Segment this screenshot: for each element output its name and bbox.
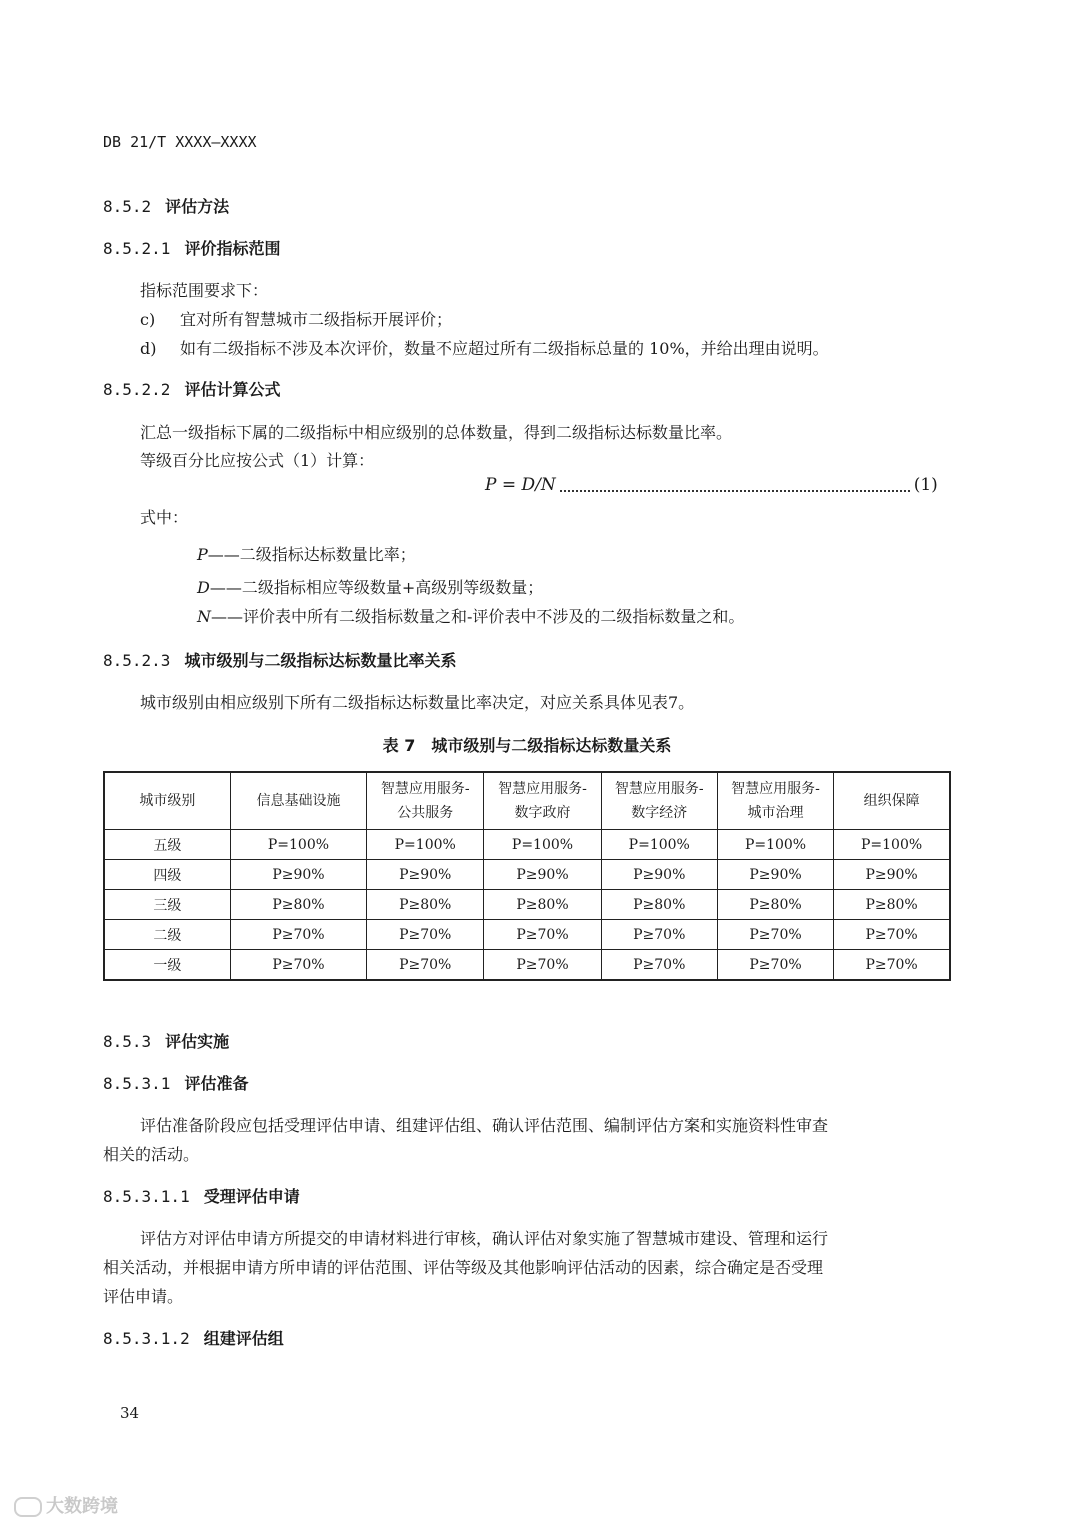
- table-cell: P≥70%: [230, 950, 366, 981]
- variable-definition: [197, 575, 543, 598]
- table-cell: P≥70%: [484, 950, 601, 981]
- column-header: 智慧应用服务- 数字经济: [601, 772, 717, 830]
- list-item: [140, 336, 829, 359]
- table-cell: P=100%: [367, 830, 484, 860]
- section-8-5-3-1-2-heading: [103, 1326, 284, 1349]
- watermark-logo-icon: [14, 1497, 42, 1517]
- table-cell: P≥90%: [601, 860, 717, 890]
- table-7: [103, 771, 951, 981]
- table-row: [104, 950, 950, 981]
- variable-description: ——二级指标相应等级数量+高级别等级数量；: [209, 578, 544, 597]
- column-header: 智慧应用服务- 城市治理: [717, 772, 833, 830]
- section-8-5-2-heading: [103, 194, 229, 217]
- table-cell: P≥90%: [834, 860, 950, 890]
- page-number: 34: [120, 1404, 140, 1422]
- column-header: 信息基础设施: [230, 772, 366, 830]
- watermark-text: 大数跨境: [46, 1496, 118, 1517]
- where-label: 式中：: [140, 508, 189, 527]
- table-cell: P≥80%: [717, 890, 833, 920]
- table-cell: P≥80%: [367, 890, 484, 920]
- section-number: 8.5.3.1.2: [103, 1329, 190, 1348]
- paragraph: 城市级别由相应级别下所有二级指标达标数量比率决定，对应关系具体见表7。: [140, 693, 695, 712]
- table-cell: 一级: [104, 950, 230, 981]
- section-8-5-3-heading: [103, 1029, 229, 1052]
- paragraph-line: 评估申请。: [103, 1287, 184, 1306]
- paragraph: 汇总一级指标下属的二级指标中相应级别的总体数量，得到二级指标达标数量比率。: [140, 423, 733, 442]
- section-title: 评估计算公式: [184, 380, 281, 399]
- table-row: [104, 920, 950, 950]
- section-title: 评估方法: [165, 197, 230, 216]
- table-cell: P≥70%: [717, 950, 833, 981]
- formula-1: [485, 475, 938, 495]
- column-header: 智慧应用服务- 数字政府: [484, 772, 601, 830]
- column-header: 城市级别: [104, 772, 230, 830]
- list-item-text: 宜对所有智慧城市二级指标开展评价；: [180, 310, 453, 329]
- table-cell: P≥90%: [367, 860, 484, 890]
- variable-symbol: N: [197, 607, 211, 626]
- list-marker: d): [140, 339, 157, 358]
- table-cell: P=100%: [601, 830, 717, 860]
- table-row: [104, 830, 950, 860]
- table-header-row: [104, 772, 950, 830]
- table-cell: P≥80%: [230, 890, 366, 920]
- section-number: 8.5.3.1.1: [103, 1187, 190, 1206]
- paragraph-line: 相关的活动。: [103, 1145, 200, 1164]
- section-8-5-3-1-heading: [103, 1071, 248, 1094]
- table-caption: 表 7 城市级别与二级指标达标数量关系: [382, 736, 672, 755]
- section-title: 评估准备: [184, 1074, 249, 1093]
- section-title: 评价指标范围: [184, 239, 281, 258]
- section-number: 8.5.3: [103, 1032, 152, 1051]
- paragraph-line: 相关活动，并根据申请方所申请的评估范围、评估等级及其他影响评估活动的因素，综合确定是否受理: [103, 1258, 824, 1277]
- section-8-5-2-1-heading: [103, 236, 280, 259]
- section-number: 8.5.3.1: [103, 1074, 171, 1093]
- variable-symbol: D: [197, 578, 210, 597]
- section-title: 城市级别与二级指标达标数量比率关系: [184, 651, 457, 670]
- table-cell: P≥70%: [484, 920, 601, 950]
- section-8-5-3-1-1-heading: [103, 1184, 300, 1207]
- paragraph-line: 评估方对评估申请方所提交的申请材料进行审核，确认评估对象实施了智慧城市建设、管理和运行: [140, 1229, 829, 1248]
- variable-description: ——评价表中所有二级指标数量之和-评价表中不涉及的二级指标数量之和。: [211, 607, 745, 626]
- leader-dots: [560, 480, 910, 492]
- table-cell: P≥70%: [230, 920, 366, 950]
- list-marker: c): [140, 310, 156, 329]
- list-item: [140, 307, 452, 330]
- table-cell: P≥80%: [484, 890, 601, 920]
- table-cell: 三级: [104, 890, 230, 920]
- column-header: 智慧应用服务- 公共服务: [367, 772, 484, 830]
- section-number: 8.5.2.1: [103, 239, 171, 258]
- table-cell: P≥70%: [717, 920, 833, 950]
- list-item-text: 如有二级指标不涉及本次评价，数量不应超过所有二级指标总量的 10%，并给出理由说明。: [180, 339, 829, 358]
- table-cell: P≥70%: [367, 920, 484, 950]
- table-cell: P≥70%: [834, 950, 950, 981]
- table-cell: P≥90%: [230, 860, 366, 890]
- section-8-5-2-3-heading: [103, 648, 456, 671]
- paragraph: 等级百分比应按公式（1）计算：: [140, 451, 375, 470]
- table-cell: P=100%: [834, 830, 950, 860]
- section-8-5-2-2-heading: [103, 377, 280, 400]
- table-cell: P≥90%: [717, 860, 833, 890]
- table-cell: P≥70%: [367, 950, 484, 981]
- table-cell: P≥70%: [834, 920, 950, 950]
- table-row: [104, 860, 950, 890]
- variable-description: ——二级指标达标数量比率；: [207, 545, 416, 564]
- section-title: 组建评估组: [203, 1329, 284, 1348]
- formula-expression: P = D/N: [485, 475, 556, 495]
- table-cell: 二级: [104, 920, 230, 950]
- section-number: 8.5.2: [103, 197, 152, 216]
- table-cell: P≥70%: [601, 950, 717, 981]
- variable-symbol: P: [197, 545, 208, 564]
- column-header: 组织保障: [834, 772, 950, 830]
- document-header: DB 21/T XXXX—XXXX: [103, 133, 257, 151]
- table-cell: P≥70%: [601, 920, 717, 950]
- table-cell: P≥90%: [484, 860, 601, 890]
- formula-number: (1): [913, 475, 938, 495]
- paragraph: 指标范围要求下：: [140, 281, 269, 300]
- variable-definition: [197, 542, 416, 565]
- table-cell: 五级: [104, 830, 230, 860]
- table-cell: P=100%: [484, 830, 601, 860]
- table-cell: P≥80%: [601, 890, 717, 920]
- table-cell: P=100%: [717, 830, 833, 860]
- watermark: [14, 1492, 118, 1518]
- table-cell: 四级: [104, 860, 230, 890]
- paragraph-line: 评估准备阶段应包括受理评估申请、组建评估组、确认评估范围、编制评估方案和实施资料性审查: [140, 1116, 829, 1135]
- section-number: 8.5.2.2: [103, 380, 171, 399]
- variable-definition: [197, 604, 744, 627]
- section-title: 受理评估申请: [203, 1187, 300, 1206]
- section-number: 8.5.2.3: [103, 651, 171, 670]
- table-cell: P=100%: [230, 830, 366, 860]
- section-title: 评估实施: [165, 1032, 230, 1051]
- table-row: [104, 890, 950, 920]
- table-cell: P≥80%: [834, 890, 950, 920]
